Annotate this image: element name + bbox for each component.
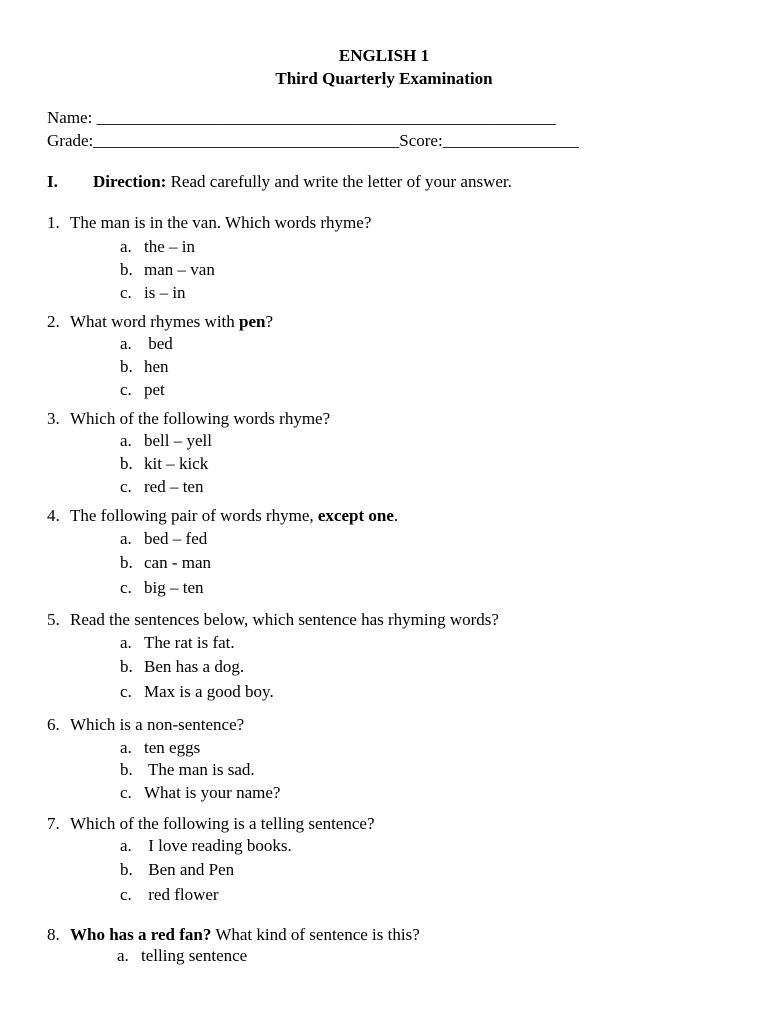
question-number: 7. [47,814,60,833]
option-letter: a. [120,431,132,450]
option-text: bed – fed [144,529,208,548]
question-4 [47,505,398,527]
name-label: Name: [47,108,93,127]
option-letter: a. [120,334,132,353]
question-text: The following pair of words rhyme, [70,506,318,525]
answer-option [120,379,165,401]
option-text: man – van [144,260,215,279]
option-text: pet [144,380,165,399]
option-text: The rat is fat. [144,633,235,652]
direction-text: Read carefully and write the letter of your answer. [170,172,512,191]
option-letter: c. [120,380,132,399]
question-text: The man is in the van. Which words rhyme? [70,213,372,232]
question-emphasis: pen [239,312,266,331]
answer-option [117,945,247,967]
question-7 [47,813,375,835]
answer-option [120,656,244,678]
answer-option [120,859,234,881]
question-1 [47,212,371,234]
option-text: hen [144,357,169,376]
question-text: What word rhymes with [70,312,240,331]
question-text: Which of the following is a telling sentence? [70,814,375,833]
option-letter: b. [120,260,133,279]
score-label: Score: [399,131,443,150]
direction-label: Direction: [93,172,167,191]
option-letter: a. [120,237,132,256]
question-text: Read the sentences below, which sentence has rhyming words? [70,610,499,629]
name-blank: ______________________________________________________ [96,108,556,127]
answer-option [120,759,255,781]
question-number: 4. [47,506,60,525]
option-letter: b. [120,860,133,879]
option-text: red – ten [144,477,204,496]
option-text: Max is a good boy. [144,682,274,701]
option-text: can - man [144,553,212,572]
option-text: red flower [144,885,219,904]
answer-option [120,476,203,498]
grade-label: Grade: [47,131,94,150]
question-text-after: ? [265,312,274,331]
option-text: Ben and Pen [144,860,235,879]
question-number: 5. [47,610,60,629]
question-text-after: . [393,506,399,525]
option-text: Ben has a dog. [144,657,245,676]
question-2 [47,311,273,333]
option-text: bell – yell [144,431,212,450]
option-letter: a. [120,738,132,757]
option-letter: a. [120,529,132,548]
question-number: 8. [47,925,60,944]
question-8 [47,924,420,946]
answer-option [120,835,292,857]
question-text-after: What kind of sentence is this? [211,925,420,944]
option-text: The man is sad. [144,760,255,779]
grade-blank: ____________________________________ [93,131,400,150]
option-text: bed [144,334,173,353]
answer-option [120,282,186,304]
answer-option [120,577,204,599]
option-letter: b. [120,454,133,473]
answer-option [120,737,200,759]
question-5 [47,609,499,631]
answer-option [120,884,219,906]
option-letter: c. [120,578,132,597]
question-text: Which of the following words rhyme? [70,409,331,428]
question-number: 1. [47,213,60,232]
question-number: 2. [47,312,60,331]
option-text: ten eggs [144,738,201,757]
answer-option [120,681,274,703]
question-emphasis: except one [317,506,394,525]
answer-option [120,259,215,281]
option-letter: c. [120,283,132,302]
answer-option [120,782,280,804]
score-blank: ________________ [442,131,579,150]
section-numeral: I. [47,172,58,191]
section-direction [47,171,512,193]
answer-option [120,236,195,258]
answer-option [120,632,235,654]
option-letter: b. [120,760,133,779]
option-letter: c. [120,682,132,701]
answer-option [120,356,169,378]
option-letter: c. [120,885,132,904]
option-text: big – ten [144,578,204,597]
option-letter: a. [120,836,132,855]
answer-option [120,453,208,475]
option-text: I love reading books. [144,836,292,855]
subject-title: ENGLISH 1 [338,46,430,65]
option-letter: b. [120,657,133,676]
grade-score-field [47,130,579,152]
option-text: is – in [144,283,186,302]
question-3 [47,408,330,430]
option-letter: b. [120,553,133,572]
question-6 [47,714,244,736]
question-number: 6. [47,715,60,734]
option-text: kit – kick [144,454,209,473]
answer-option [120,430,212,452]
option-letter: c. [120,477,132,496]
option-letter: c. [120,783,132,802]
option-text: telling sentence [141,946,248,965]
option-letter: a. [120,633,132,652]
answer-option [120,552,211,574]
option-letter: a. [117,946,129,965]
question-number: 3. [47,409,60,428]
exam-title: Third Quarterly Examination [275,69,493,88]
answer-option [120,528,207,550]
answer-option [120,333,173,355]
question-text: Which is a non-sentence? [70,715,245,734]
option-letter: b. [120,357,133,376]
question-emphasis: Who has a red fan? [70,925,212,944]
name-field [47,107,556,129]
option-text: What is your name? [144,783,281,802]
option-text: the – in [144,237,195,256]
